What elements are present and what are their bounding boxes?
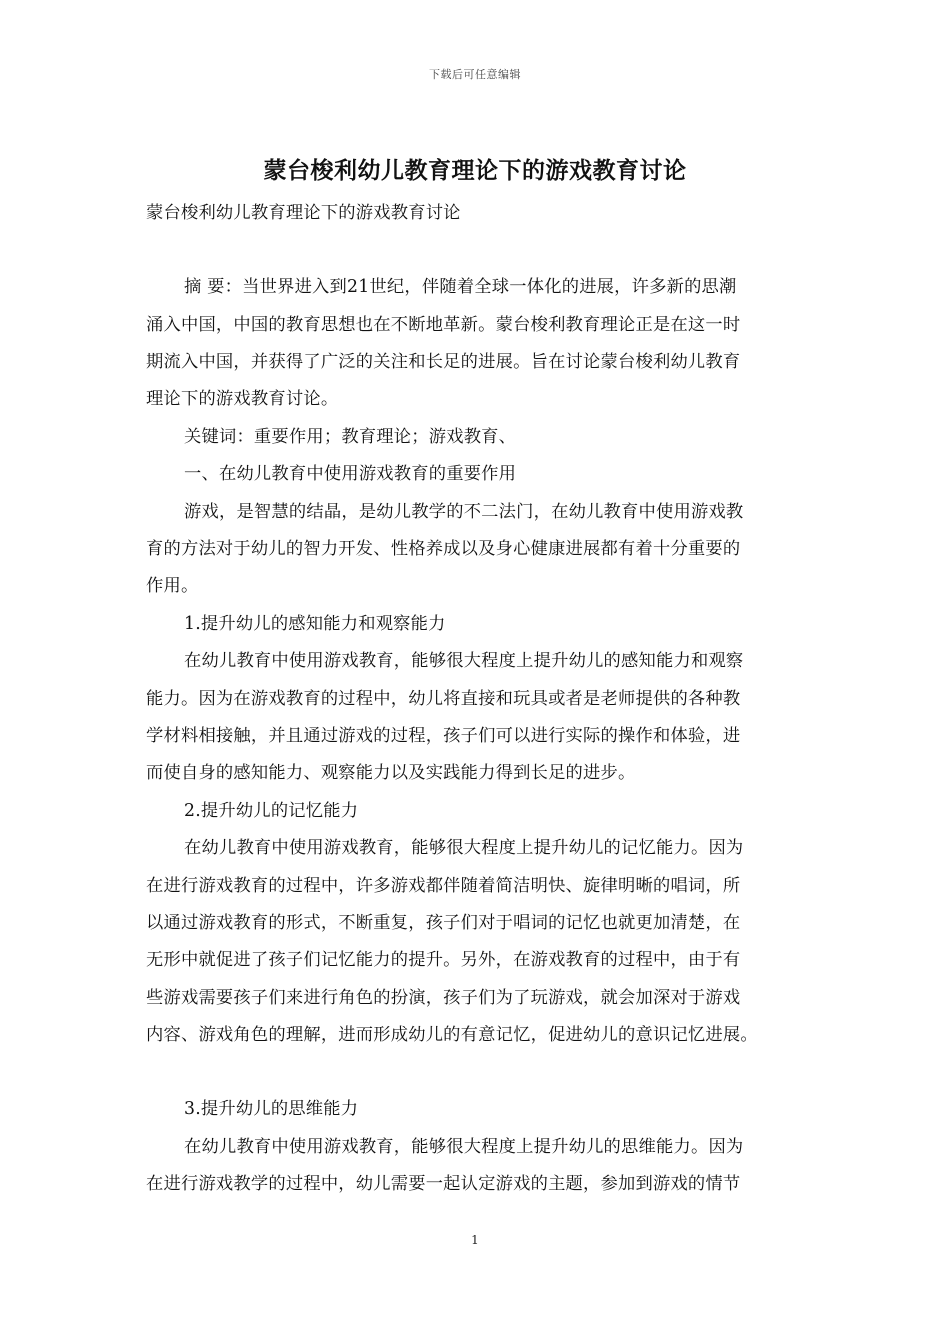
paragraph-line: 在幼儿教育中使用游戏教育，能够很大程度上提升幼儿的思维能力。因为 [184, 1137, 744, 1157]
section-heading: 一、在幼儿教育中使用游戏教育的重要作用 [184, 464, 517, 484]
subsection-heading: 2.提升幼儿的记忆能力 [184, 801, 359, 821]
page-number: 1 [471, 1233, 479, 1247]
paragraph-line: 在幼儿教育中使用游戏教育，能够很大程度上提升幼儿的记忆能力。因为 [184, 838, 744, 858]
paragraph-line: 能力。因为在游戏教育的过程中，幼儿将直接和玩具或者是老师提供的各种教 [146, 689, 741, 709]
subtitle-line: 蒙台梭利幼儿教育理论下的游戏教育讨论 [146, 203, 461, 223]
keywords-line: 关键词：重要作用；教育理论；游戏教育、 [184, 427, 517, 447]
paragraph-line: 无形中就促进了孩子们记忆能力的提升。另外，在游戏教育的过程中，由于有 [146, 950, 741, 970]
paragraph-line: 游戏，是智慧的结晶，是幼儿教学的不二法门，在幼儿教育中使用游戏教 [184, 502, 744, 522]
abstract-line: 理论下的游戏教育讨论。 [146, 389, 339, 409]
abstract-line: 摘 要：当世界进入到21世纪，伴随着全球一体化的进展，许多新的思潮 [184, 277, 737, 297]
document-title: 蒙台梭利幼儿教育理论下的游戏教育讨论 [263, 157, 687, 184]
abstract-line: 涌入中国，中国的教育思想也在不断地革新。蒙台梭利教育理论正是在这一时 [146, 315, 741, 335]
paragraph-line: 在进行游戏教育的过程中，许多游戏都伴随着简洁明快、旋律明晰的唱词，所 [146, 876, 741, 896]
abstract-line: 期流入中国，并获得了广泛的关注和长足的进展。旨在讨论蒙台梭利幼儿教育 [146, 352, 741, 372]
paragraph-line: 作用。 [146, 576, 199, 596]
paragraph-line: 些游戏需要孩子们来进行角色的扮演，孩子们为了玩游戏，就会加深对于游戏 [146, 988, 741, 1008]
page-header: 下载后可任意编辑 [429, 68, 521, 81]
paragraph-line: 学材料相接触，并且通过游戏的过程，孩子们可以进行实际的操作和体验，进 [146, 726, 741, 746]
paragraph-line: 而使自身的感知能力、观察能力以及实践能力得到长足的进步。 [146, 763, 636, 783]
paragraph-line: 内容、游戏角色的理解，进而形成幼儿的有意记忆，促进幼儿的意识记忆进展。 [146, 1025, 758, 1045]
subsection-heading: 3.提升幼儿的思维能力 [184, 1099, 359, 1119]
paragraph-line: 在幼儿教育中使用游戏教育，能够很大程度上提升幼儿的感知能力和观察 [184, 651, 744, 671]
subsection-heading: 1.提升幼儿的感知能力和观察能力 [184, 614, 446, 634]
paragraph-line: 在进行游戏教学的过程中，幼儿需要一起认定游戏的主题，参加到游戏的情节 [146, 1174, 741, 1194]
paragraph-line: 育的方法对于幼儿的智力开发、性格养成以及身心健康进展都有着十分重要的 [146, 539, 741, 559]
paragraph-line: 以通过游戏教育的形式，不断重复，孩子们对于唱词的记忆也就更加清楚，在 [146, 913, 741, 933]
